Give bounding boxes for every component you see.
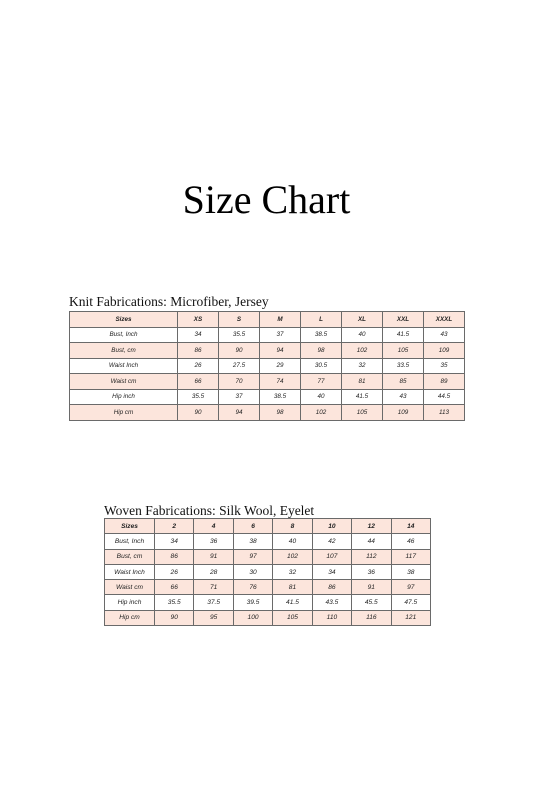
measurement-value-cell: 97: [233, 549, 272, 564]
measurement-value-cell: 33.5: [383, 358, 424, 374]
sizes-header-cell: Sizes: [70, 312, 178, 328]
measurement-label-cell: Waist cm: [105, 580, 155, 595]
table-row: [70, 327, 465, 343]
measurement-value-cell: 81: [273, 580, 312, 595]
size-header-cell: XXXL: [424, 312, 465, 328]
measurement-label-cell: Waist Inch: [70, 358, 178, 374]
measurement-value-cell: 94: [219, 405, 260, 421]
measurement-value-cell: 90: [178, 405, 219, 421]
measurement-value-cell: 37: [219, 389, 260, 405]
table-row: [105, 534, 431, 549]
measurement-value-cell: 90: [219, 343, 260, 359]
measurement-value-cell: 40: [301, 389, 342, 405]
size-header-cell: S: [219, 312, 260, 328]
measurement-value-cell: 41.5: [383, 327, 424, 343]
measurement-value-cell: 98: [260, 405, 301, 421]
size-header-cell: 14: [391, 519, 430, 534]
measurement-value-cell: 35.5: [219, 327, 260, 343]
size-header-cell: M: [260, 312, 301, 328]
measurement-value-cell: 85: [383, 374, 424, 390]
measurement-value-cell: 70: [219, 374, 260, 390]
size-header-cell: L: [301, 312, 342, 328]
measurement-value-cell: 26: [155, 564, 194, 579]
size-header-cell: XXL: [383, 312, 424, 328]
measurement-value-cell: 91: [194, 549, 233, 564]
size-header-cell: 10: [312, 519, 351, 534]
measurement-value-cell: 121: [391, 610, 430, 625]
measurement-value-cell: 102: [342, 343, 383, 359]
measurement-value-cell: 71: [194, 580, 233, 595]
measurement-value-cell: 30.5: [301, 358, 342, 374]
measurement-value-cell: 34: [178, 327, 219, 343]
measurement-value-cell: 44: [352, 534, 391, 549]
measurement-value-cell: 35: [424, 358, 465, 374]
measurement-label-cell: Hip inch: [105, 595, 155, 610]
measurement-value-cell: 105: [273, 610, 312, 625]
measurement-value-cell: 89: [424, 374, 465, 390]
measurement-value-cell: 37.5: [194, 595, 233, 610]
measurement-value-cell: 36: [352, 564, 391, 579]
measurement-value-cell: 100: [233, 610, 272, 625]
measurement-value-cell: 45.5: [352, 595, 391, 610]
measurement-value-cell: 102: [273, 549, 312, 564]
measurement-value-cell: 38.5: [301, 327, 342, 343]
size-header-cell: 4: [194, 519, 233, 534]
measurement-value-cell: 81: [342, 374, 383, 390]
table-header-row: [70, 312, 465, 328]
table-row: [105, 564, 431, 579]
measurement-value-cell: 41.5: [273, 595, 312, 610]
knit-size-table: [69, 311, 465, 421]
measurement-value-cell: 43.5: [312, 595, 351, 610]
measurement-value-cell: 29: [260, 358, 301, 374]
measurement-value-cell: 117: [391, 549, 430, 564]
measurement-value-cell: 27.5: [219, 358, 260, 374]
table-row: [70, 343, 465, 359]
measurement-value-cell: 43: [424, 327, 465, 343]
measurement-value-cell: 107: [312, 549, 351, 564]
measurement-value-cell: 91: [352, 580, 391, 595]
size-header-cell: 8: [273, 519, 312, 534]
measurement-label-cell: Bust, Inch: [105, 534, 155, 549]
measurement-value-cell: 94: [260, 343, 301, 359]
measurement-value-cell: 105: [383, 343, 424, 359]
table-row: [105, 549, 431, 564]
measurement-label-cell: Waist cm: [70, 374, 178, 390]
measurement-value-cell: 40: [342, 327, 383, 343]
measurement-value-cell: 35.5: [178, 389, 219, 405]
measurement-label-cell: Bust, Inch: [70, 327, 178, 343]
table-row: [70, 358, 465, 374]
measurement-value-cell: 113: [424, 405, 465, 421]
measurement-value-cell: 105: [342, 405, 383, 421]
measurement-value-cell: 97: [391, 580, 430, 595]
measurement-value-cell: 30: [233, 564, 272, 579]
measurement-value-cell: 32: [273, 564, 312, 579]
measurement-value-cell: 35.5: [155, 595, 194, 610]
measurement-value-cell: 86: [155, 549, 194, 564]
measurement-label-cell: Hip inch: [70, 389, 178, 405]
table-header-row: [105, 519, 431, 534]
measurement-value-cell: 34: [312, 564, 351, 579]
measurement-value-cell: 77: [301, 374, 342, 390]
table-row: [105, 610, 431, 625]
measurement-value-cell: 102: [301, 405, 342, 421]
measurement-value-cell: 44.5: [424, 389, 465, 405]
table-row: [105, 580, 431, 595]
measurement-value-cell: 86: [312, 580, 351, 595]
size-header-cell: 2: [155, 519, 194, 534]
woven-table-caption: Woven Fabrications: Silk Wool, Eyelet: [104, 503, 315, 518]
size-header-cell: 12: [352, 519, 391, 534]
measurement-value-cell: 66: [155, 580, 194, 595]
table-row: [70, 389, 465, 405]
measurement-label-cell: Waist Inch: [105, 564, 155, 579]
measurement-label-cell: Bust, cm: [105, 549, 155, 564]
measurement-value-cell: 95: [194, 610, 233, 625]
sizes-header-cell: Sizes: [105, 519, 155, 534]
table-row: [70, 405, 465, 421]
measurement-value-cell: 38: [391, 564, 430, 579]
measurement-value-cell: 32: [342, 358, 383, 374]
measurement-value-cell: 109: [424, 343, 465, 359]
measurement-value-cell: 40: [273, 534, 312, 549]
measurement-value-cell: 41.5: [342, 389, 383, 405]
table-row: [70, 374, 465, 390]
measurement-value-cell: 34: [155, 534, 194, 549]
measurement-value-cell: 86: [178, 343, 219, 359]
measurement-label-cell: Hip cm: [105, 610, 155, 625]
measurement-value-cell: 38: [233, 534, 272, 549]
measurement-value-cell: 36: [194, 534, 233, 549]
measurement-value-cell: 98: [301, 343, 342, 359]
measurement-value-cell: 112: [352, 549, 391, 564]
measurement-value-cell: 116: [352, 610, 391, 625]
size-header-cell: XL: [342, 312, 383, 328]
size-header-cell: 6: [233, 519, 272, 534]
measurement-value-cell: 43: [383, 389, 424, 405]
measurement-value-cell: 76: [233, 580, 272, 595]
knit-table-caption: Knit Fabrications: Microfiber, Jersey: [69, 294, 269, 309]
measurement-value-cell: 109: [383, 405, 424, 421]
measurement-value-cell: 38.5: [260, 389, 301, 405]
measurement-value-cell: 66: [178, 374, 219, 390]
page-title: Size Chart: [182, 177, 351, 222]
measurement-value-cell: 90: [155, 610, 194, 625]
table-row: [105, 595, 431, 610]
measurement-value-cell: 26: [178, 358, 219, 374]
measurement-value-cell: 39.5: [233, 595, 272, 610]
measurement-value-cell: 46: [391, 534, 430, 549]
woven-size-table: [104, 518, 431, 626]
measurement-value-cell: 74: [260, 374, 301, 390]
measurement-label-cell: Hip cm: [70, 405, 178, 421]
measurement-value-cell: 47.5: [391, 595, 430, 610]
measurement-label-cell: Bust, cm: [70, 343, 178, 359]
size-header-cell: XS: [178, 312, 219, 328]
measurement-value-cell: 110: [312, 610, 351, 625]
measurement-value-cell: 37: [260, 327, 301, 343]
measurement-value-cell: 28: [194, 564, 233, 579]
measurement-value-cell: 42: [312, 534, 351, 549]
